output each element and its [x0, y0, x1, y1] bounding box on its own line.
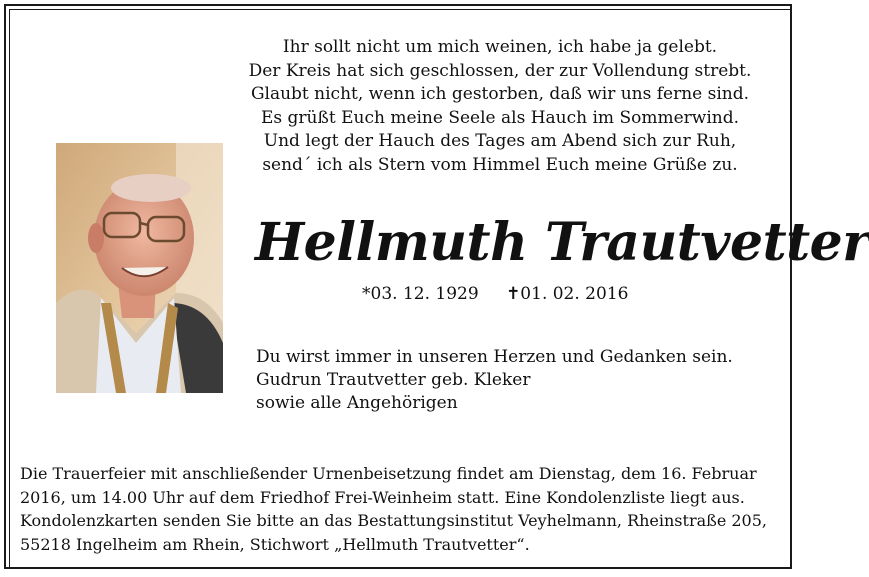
poem: [240, 36, 760, 178]
poem-line: Es grüßt Euch meine Seele als Hauch im Sommerwind.: [261, 107, 739, 128]
poem-line: send´ ich als Stern vom Himmel Euch meine Grüße zu.: [262, 154, 738, 175]
family-line: Gudrun Trautvetter geb. Kleker: [256, 370, 531, 390]
family-section: [256, 346, 733, 415]
poem-line: Und legt der Hauch des Tages am Abend sich zur Ruh,: [263, 131, 737, 152]
deceased-name: Hellmuth Trautvetter: [255, 212, 869, 273]
birth-date: *03. 12. 1929: [362, 284, 479, 304]
death-date: ✝01. 02. 2016: [506, 284, 629, 304]
family-line: sowie alle Angehörigen: [256, 393, 458, 413]
notice-line: 2016, um 14.00 Uhr auf dem Friedhof Frei-Weinheim statt. Eine Kondolenzliste liegt aus.: [20, 487, 745, 507]
portrait-illustration: [56, 143, 223, 393]
notice-line: 55218 Ingelheim am Rhein, Stichwort „Hellmuth Trautvetter“.: [20, 534, 530, 554]
portrait-photo: [56, 143, 223, 393]
life-dates: [362, 284, 628, 304]
notice-line: Kondolenzkarten senden Sie bitte an das Bestattungsinstitut Veyhelmann, Rheinstraße 205,: [20, 511, 767, 530]
notice-line: Die Trauerfeier mit anschließender Urnenbeisetzung findet am Dienstag, dem 16. Februar: [20, 464, 757, 483]
poem-line: Der Kreis hat sich geschlossen, der zur Vollendung strebt.: [248, 60, 752, 81]
family-line: Du wirst immer in unseren Herzen und Gedanken sein.: [256, 347, 733, 367]
funeral-notice: [20, 462, 790, 556]
poem-line: Ihr sollt nicht um mich weinen, ich habe ja gelebt.: [282, 37, 718, 57]
poem-line: Glaubt nicht, wenn ich gestorben, daß wir uns ferne sind.: [250, 84, 750, 105]
